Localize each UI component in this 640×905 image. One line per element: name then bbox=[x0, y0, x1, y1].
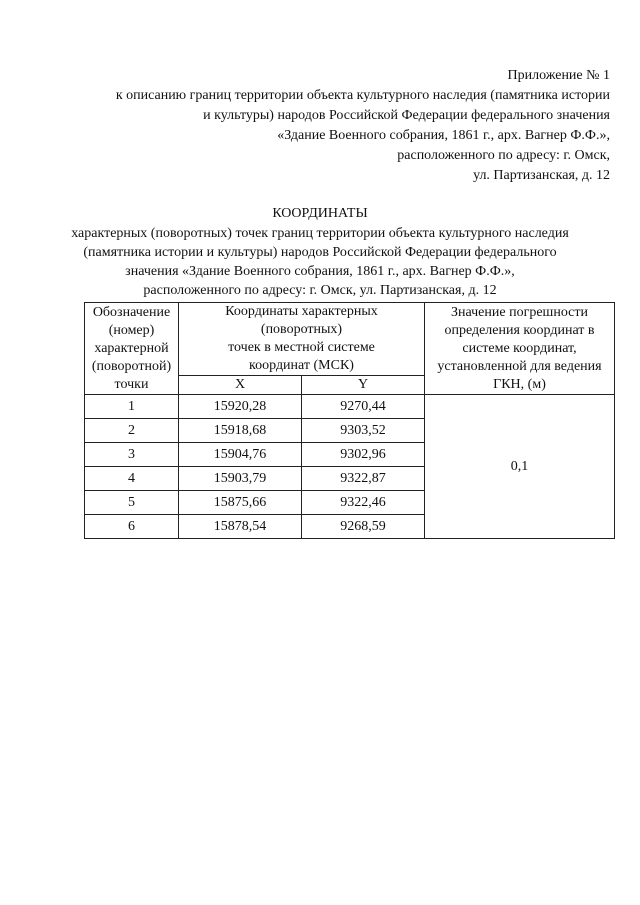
appendix-line: Приложение № 1 bbox=[507, 68, 610, 83]
appendix-line: и культуры) народов Российской Федерации федерального значения bbox=[203, 108, 610, 123]
error-header: Значение погрешности определения координат в системе координат, установленной для ведения ГКН, (м) bbox=[425, 303, 615, 395]
point-number: 6 bbox=[85, 515, 179, 539]
y-value: 9322,87 bbox=[302, 467, 425, 491]
heading-line: характерных (поворотных) точек границ территории объекта культурного наследия bbox=[71, 226, 569, 241]
point-number: 3 bbox=[85, 443, 179, 467]
coordinates-header: Координаты характерных (поворотных) точек в местной системе координат (МСК) bbox=[179, 303, 425, 376]
x-value: 15878,54 bbox=[179, 515, 302, 539]
y-value: 9270,44 bbox=[302, 395, 425, 419]
appendix-line: «Здание Военного собрания, 1861 г., арх. Вагнер Ф.Ф.», bbox=[277, 128, 610, 143]
y-value: 9303,52 bbox=[302, 419, 425, 443]
point-number: 1 bbox=[85, 395, 179, 419]
x-value: 15918,68 bbox=[179, 419, 302, 443]
y-value: 9322,46 bbox=[302, 491, 425, 515]
appendix-line: ул. Партизанская, д. 12 bbox=[473, 168, 610, 183]
appendix-line: расположенного по адресу: г. Омск, bbox=[397, 148, 610, 163]
error-value: 0,1 bbox=[425, 395, 615, 539]
x-header: X bbox=[179, 376, 302, 395]
heading-line: значения «Здание Военного собрания, 1861 г., арх. Вагнер Ф.Ф.», bbox=[125, 264, 515, 279]
point-number: 2 bbox=[85, 419, 179, 443]
x-value: 15920,28 bbox=[179, 395, 302, 419]
point-number: 5 bbox=[85, 491, 179, 515]
heading-line: (памятника истории и культуры) народов Российской Федерации федерального bbox=[83, 245, 557, 260]
y-value: 9302,96 bbox=[302, 443, 425, 467]
y-value: 9268,59 bbox=[302, 515, 425, 539]
y-header: Y bbox=[302, 376, 425, 395]
table-row bbox=[85, 395, 615, 419]
heading-line: расположенного по адресу: г. Омск, ул. Партизанская, д. 12 bbox=[143, 283, 497, 298]
x-value: 15903,79 bbox=[179, 467, 302, 491]
coordinates-table bbox=[84, 302, 615, 539]
document-title: КООРДИНАТЫ bbox=[272, 206, 368, 221]
point-number-header: Обозначение (номер) характерной (поворотной) точки bbox=[85, 303, 179, 395]
appendix-line: к описанию границ территории объекта культурного наследия (памятника истории bbox=[115, 88, 610, 103]
appendix-block bbox=[50, 66, 610, 186]
x-value: 15875,66 bbox=[179, 491, 302, 515]
document-heading bbox=[60, 204, 580, 300]
point-number: 4 bbox=[85, 467, 179, 491]
x-value: 15904,76 bbox=[179, 443, 302, 467]
